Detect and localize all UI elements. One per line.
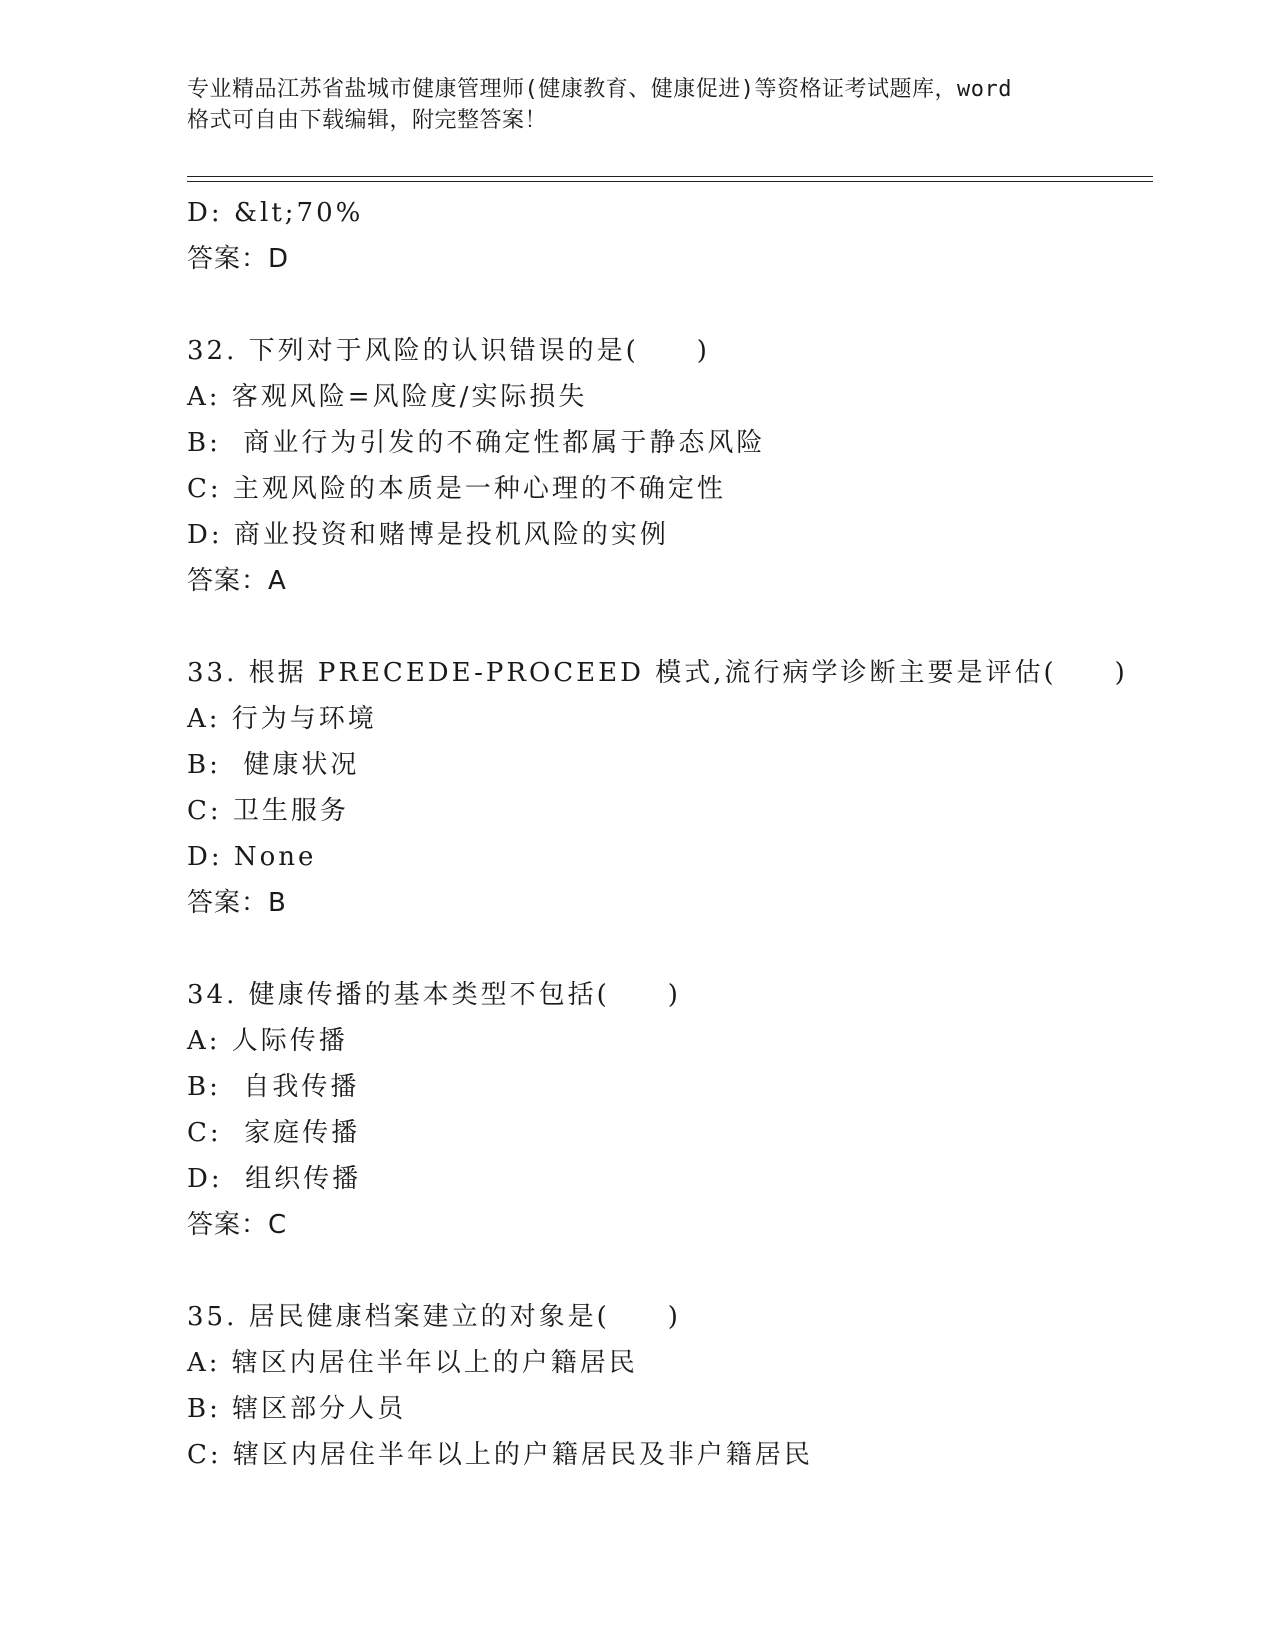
header-divider-top <box>187 176 1153 177</box>
option-d: D: 商业投资和赌博是投机风险的实例 <box>187 520 669 550</box>
header-line-2: 格式可自由下载编辑，附完整答案！ <box>187 108 548 133</box>
question-34 <box>187 972 1167 1248</box>
question-stem: 35. 居民健康档案建立的对象是( ) <box>187 1302 681 1332</box>
option-b: B: 自我传播 <box>187 1072 360 1102</box>
option-b: B: 商业行为引发的不确定性都属于静态风险 <box>187 428 766 458</box>
option-c: C: 辖区内居住半年以上的户籍居民及非户籍居民 <box>187 1440 813 1470</box>
option-b: B: 健康状况 <box>187 750 360 780</box>
option-a: A: 辖区内居住半年以上的户籍居民 <box>187 1348 638 1378</box>
question-35 <box>187 1294 1167 1478</box>
question-list <box>187 190 1167 1478</box>
option-a: A: 客观风险=风险度/实际损失 <box>187 382 588 412</box>
option-a: A: 人际传播 <box>187 1026 348 1056</box>
document-header <box>187 74 1087 136</box>
question-33 <box>187 650 1167 926</box>
option-d: D: &lt;70% <box>187 198 364 228</box>
question-stem: 34. 健康传播的基本类型不包括( ) <box>187 980 681 1010</box>
answer-line: 答案：B <box>187 888 287 918</box>
option-a: A: 行为与环境 <box>187 704 377 734</box>
header-divider-bottom <box>187 181 1153 182</box>
question-stem: 33. 根据 PRECEDE-PROCEED 模式,流行病学诊断主要是评估( ) <box>187 658 1128 688</box>
option-d: D: None <box>187 842 317 872</box>
question-stem: 32. 下列对于风险的认识错误的是( ) <box>187 336 710 366</box>
question-32 <box>187 328 1167 604</box>
option-c: C: 卫生服务 <box>187 796 349 826</box>
option-c: C: 主观风险的本质是一种心理的不确定性 <box>187 474 726 504</box>
answer-line: 答案：D <box>187 244 290 274</box>
option-d: D: 组织传播 <box>187 1164 362 1194</box>
header-line-1: 专业精品江苏省盐城市健康管理师(健康教育、健康促进)等资格证考试题库，word <box>187 77 1012 102</box>
option-c: C: 家庭传播 <box>187 1118 361 1148</box>
answer-line: 答案：A <box>187 566 287 596</box>
answer-line: 答案：C <box>187 1210 288 1240</box>
option-b: B: 辖区部分人员 <box>187 1394 407 1424</box>
